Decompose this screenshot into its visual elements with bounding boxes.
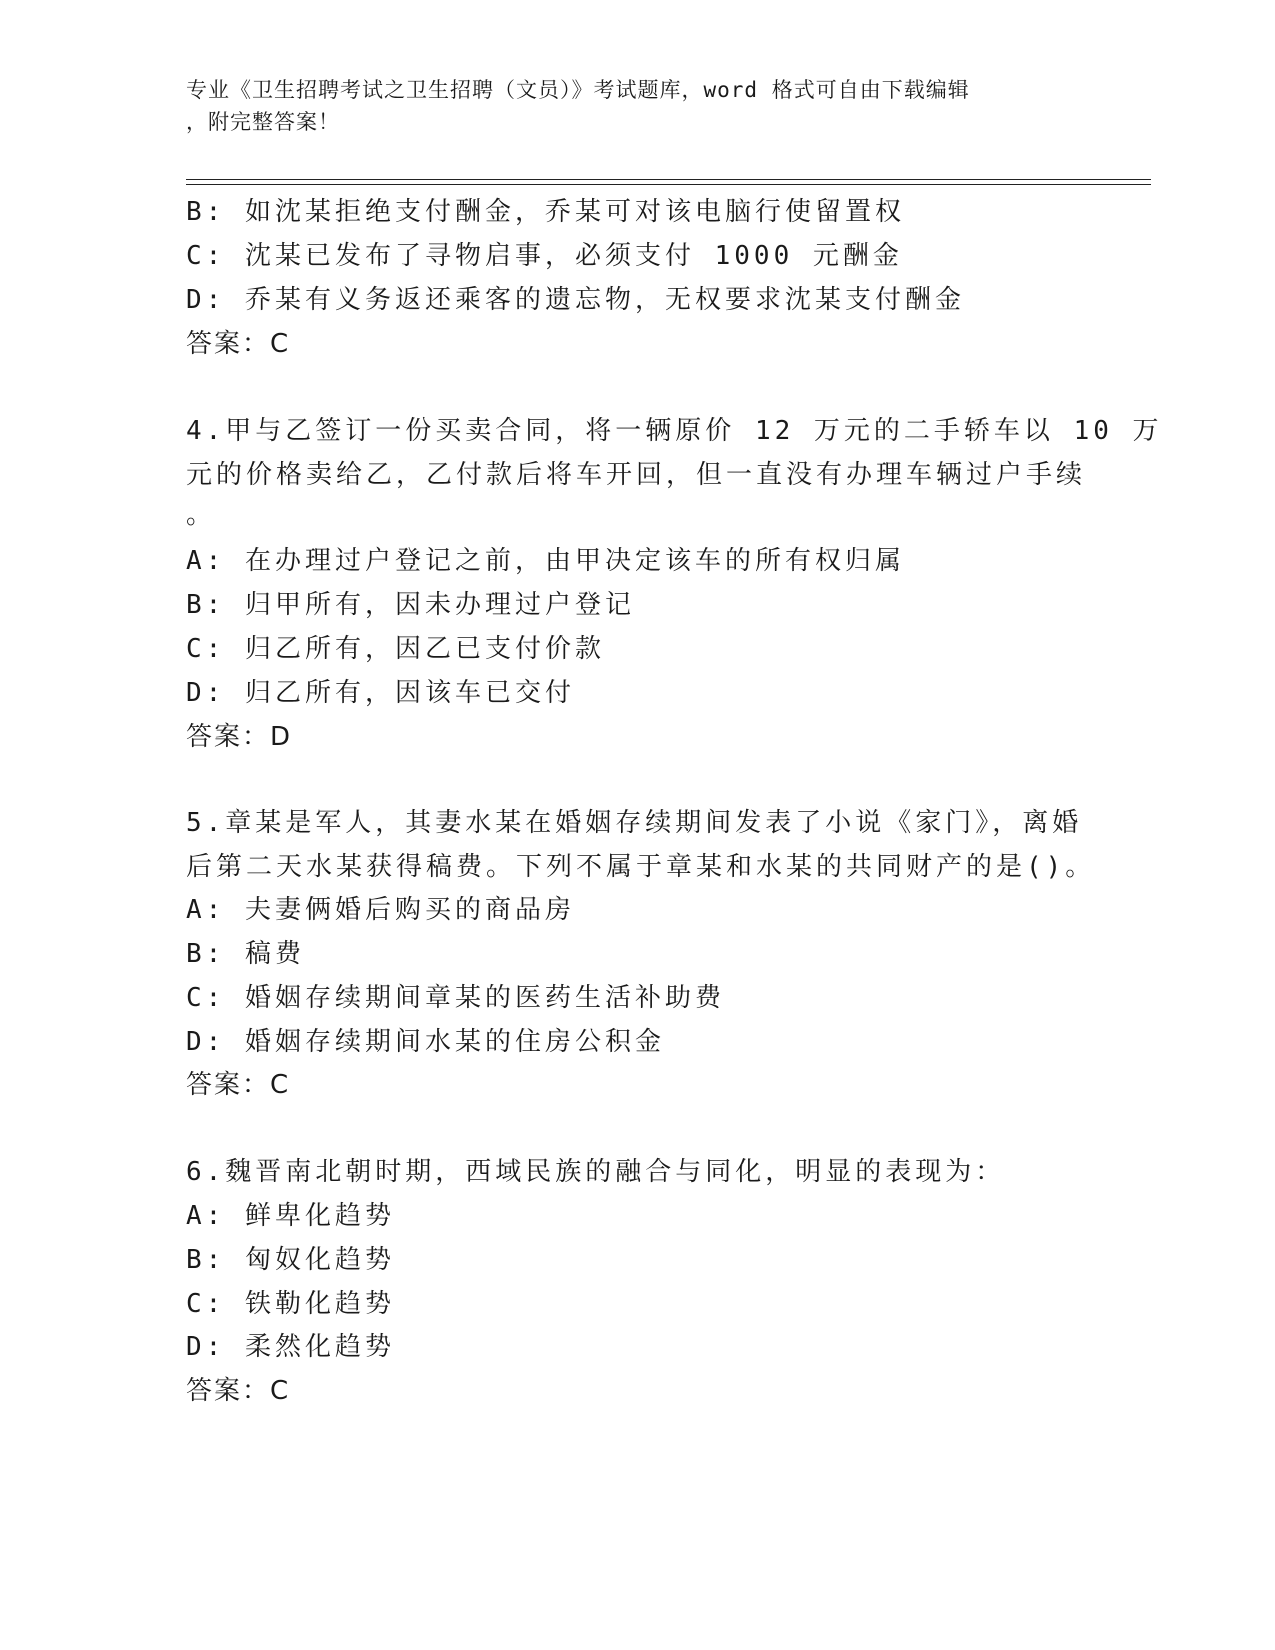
q3-answer: 答案：C — [186, 329, 291, 359]
header-line-2: ，附完整答案！ — [186, 110, 340, 134]
q4-option-a: A: 在办理过户登记之前，由甲决定该车的所有权归属 — [186, 546, 905, 576]
q4-stem-line-3: 。 — [186, 500, 217, 530]
q6-option-d: D: 柔然化趋势 — [186, 1332, 395, 1362]
q4-answer: 答案：D — [186, 722, 293, 752]
header-divider-top — [186, 179, 1151, 180]
q6-option-c: C: 铁勒化趋势 — [186, 1289, 395, 1319]
q4-option-b: B: 归甲所有，因未办理过户登记 — [186, 590, 635, 620]
q3-option-b: B: 如沈某拒绝支付酬金，乔某可对该电脑行使留置权 — [186, 197, 905, 227]
q5-stem-line-1: 5.章某是军人，其妻水某在婚姻存续期间发表了小说《家门》，离婚 — [186, 808, 1083, 838]
q5-stem-line-2: 后第二天水某获得稿费。下列不属于章某和水某的共同财产的是()。 — [186, 852, 1096, 882]
q5-option-b: B: 稿费 — [186, 939, 305, 969]
q3-option-d: D: 乔某有义务返还乘客的遗忘物，无权要求沈某支付酬金 — [186, 285, 965, 315]
q4-stem-line-1: 4.甲与乙签订一份买卖合同，将一辆原价 12 万元的二手轿车以 10 万 — [186, 416, 1163, 446]
q6-answer: 答案：C — [186, 1376, 291, 1406]
header-line-1: 专业《卫生招聘考试之卫生招聘（文员）》考试题库，word 格式可自由下载编辑 — [186, 78, 970, 102]
q5-option-a: A: 夫妻俩婚后购买的商品房 — [186, 895, 575, 925]
document-header — [186, 74, 1066, 138]
q6-stem-line-1: 6.魏晋南北朝时期，西域民族的融合与同化，明显的表现为： — [186, 1157, 1006, 1187]
q4-option-c: C: 归乙所有，因乙已支付价款 — [186, 634, 605, 664]
q5-option-c: C: 婚姻存续期间章某的医药生活补助费 — [186, 983, 725, 1013]
q5-option-d: D: 婚姻存续期间水某的住房公积金 — [186, 1027, 665, 1057]
q4-stem-line-2: 元的价格卖给乙，乙付款后将车开回，但一直没有办理车辆过户手续 — [186, 460, 1087, 490]
q5-answer: 答案：C — [186, 1070, 291, 1100]
q4-option-d: D: 归乙所有，因该车已交付 — [186, 678, 575, 708]
q6-option-a: A: 鲜卑化趋势 — [186, 1201, 395, 1231]
q6-option-b: B: 匈奴化趋势 — [186, 1245, 395, 1275]
header-divider-bottom — [186, 184, 1151, 185]
q3-option-c: C: 沈某已发布了寻物启事，必须支付 1000 元酬金 — [186, 241, 903, 271]
